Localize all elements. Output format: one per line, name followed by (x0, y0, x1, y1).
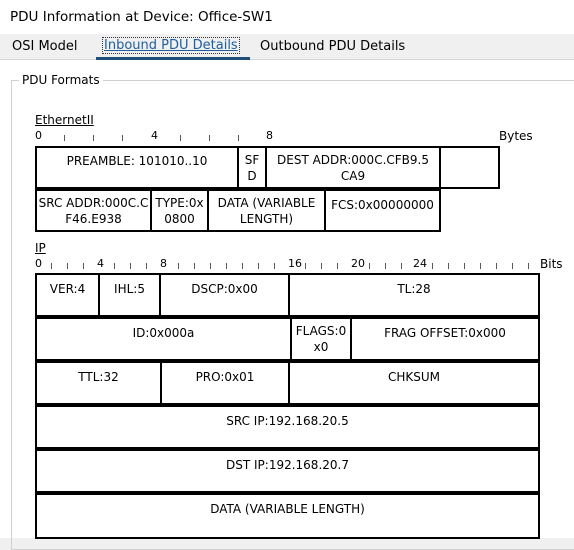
field-src-addr: SRC ADDR:000C.CF46.E938 (35, 189, 152, 232)
ruler-tick-label: 4 (151, 129, 158, 142)
field-type: TYPE:0x0800 (150, 189, 209, 232)
field-dst-ip: DST IP:192.168.20.7 (35, 449, 540, 493)
field-pro: PRO:0x01 (160, 361, 290, 405)
ruler-tick-label: 8 (160, 257, 167, 270)
window-title: PDU Information at Device: Office-SW1 (0, 0, 574, 34)
tab-osi-model[interactable]: OSI Model (12, 39, 78, 54)
ruler-tick-label: 20 (351, 257, 365, 270)
ethernet-section-label: EthernetII (35, 113, 94, 127)
tab-outbound-pdu-details[interactable]: Outbound PDU Details (260, 39, 406, 54)
field-frag-offset: FRAG OFFSET:0x000 (350, 317, 540, 361)
field-flags: FLAGS:0x0 (290, 317, 352, 361)
ethernet-byte-ruler (35, 130, 574, 146)
ruler-tick-label: 4 (97, 257, 104, 270)
tab-inbound-label: Inbound PDU Details (104, 38, 238, 53)
ip-section-label: IP (35, 241, 46, 255)
field-ip-data: DATA (VARIABLE LENGTH) (35, 493, 540, 539)
field-preamble: PREAMBLE: 101010..10 (35, 146, 239, 189)
field-tl: TL:28 (288, 273, 540, 317)
ruler-unit-label: Bytes (499, 129, 533, 143)
field-fcs: FCS:0x00000000 (324, 189, 441, 232)
field-eth-data: DATA (VARIABLE LENGTH) (207, 189, 326, 232)
pdu-formats-label: PDU Formats (19, 73, 103, 87)
ruler-tick-label: 0 (35, 129, 42, 142)
ip-bit-ruler (35, 258, 574, 274)
ruler-tick-label: 16 (288, 257, 302, 270)
field-empty (439, 146, 500, 189)
field-id: ID:0x000a (35, 317, 292, 361)
ruler-tick-label: 8 (266, 129, 273, 142)
field-dest-addr: DEST ADDR:000C.CFB9.5CA9 (265, 146, 441, 189)
field-ver: VER:4 (35, 273, 100, 317)
field-chksum: CHKSUM (288, 361, 540, 405)
field-sfd: SFD (237, 146, 267, 189)
ruler-unit-label: Bits (540, 257, 563, 271)
field-ihl: IHL:5 (98, 273, 161, 317)
tab-inbound-pdu-details[interactable] (100, 35, 242, 58)
field-src-ip: SRC IP:192.168.20.5 (35, 405, 540, 449)
ruler-tick-label: 0 (35, 257, 42, 270)
ruler-tick-label: 24 (413, 257, 427, 270)
tab-bar (0, 34, 574, 60)
field-dscp: DSCP:0x00 (159, 273, 290, 317)
field-ttl: TTL:32 (35, 361, 162, 405)
pdu-details-panel (0, 60, 574, 538)
